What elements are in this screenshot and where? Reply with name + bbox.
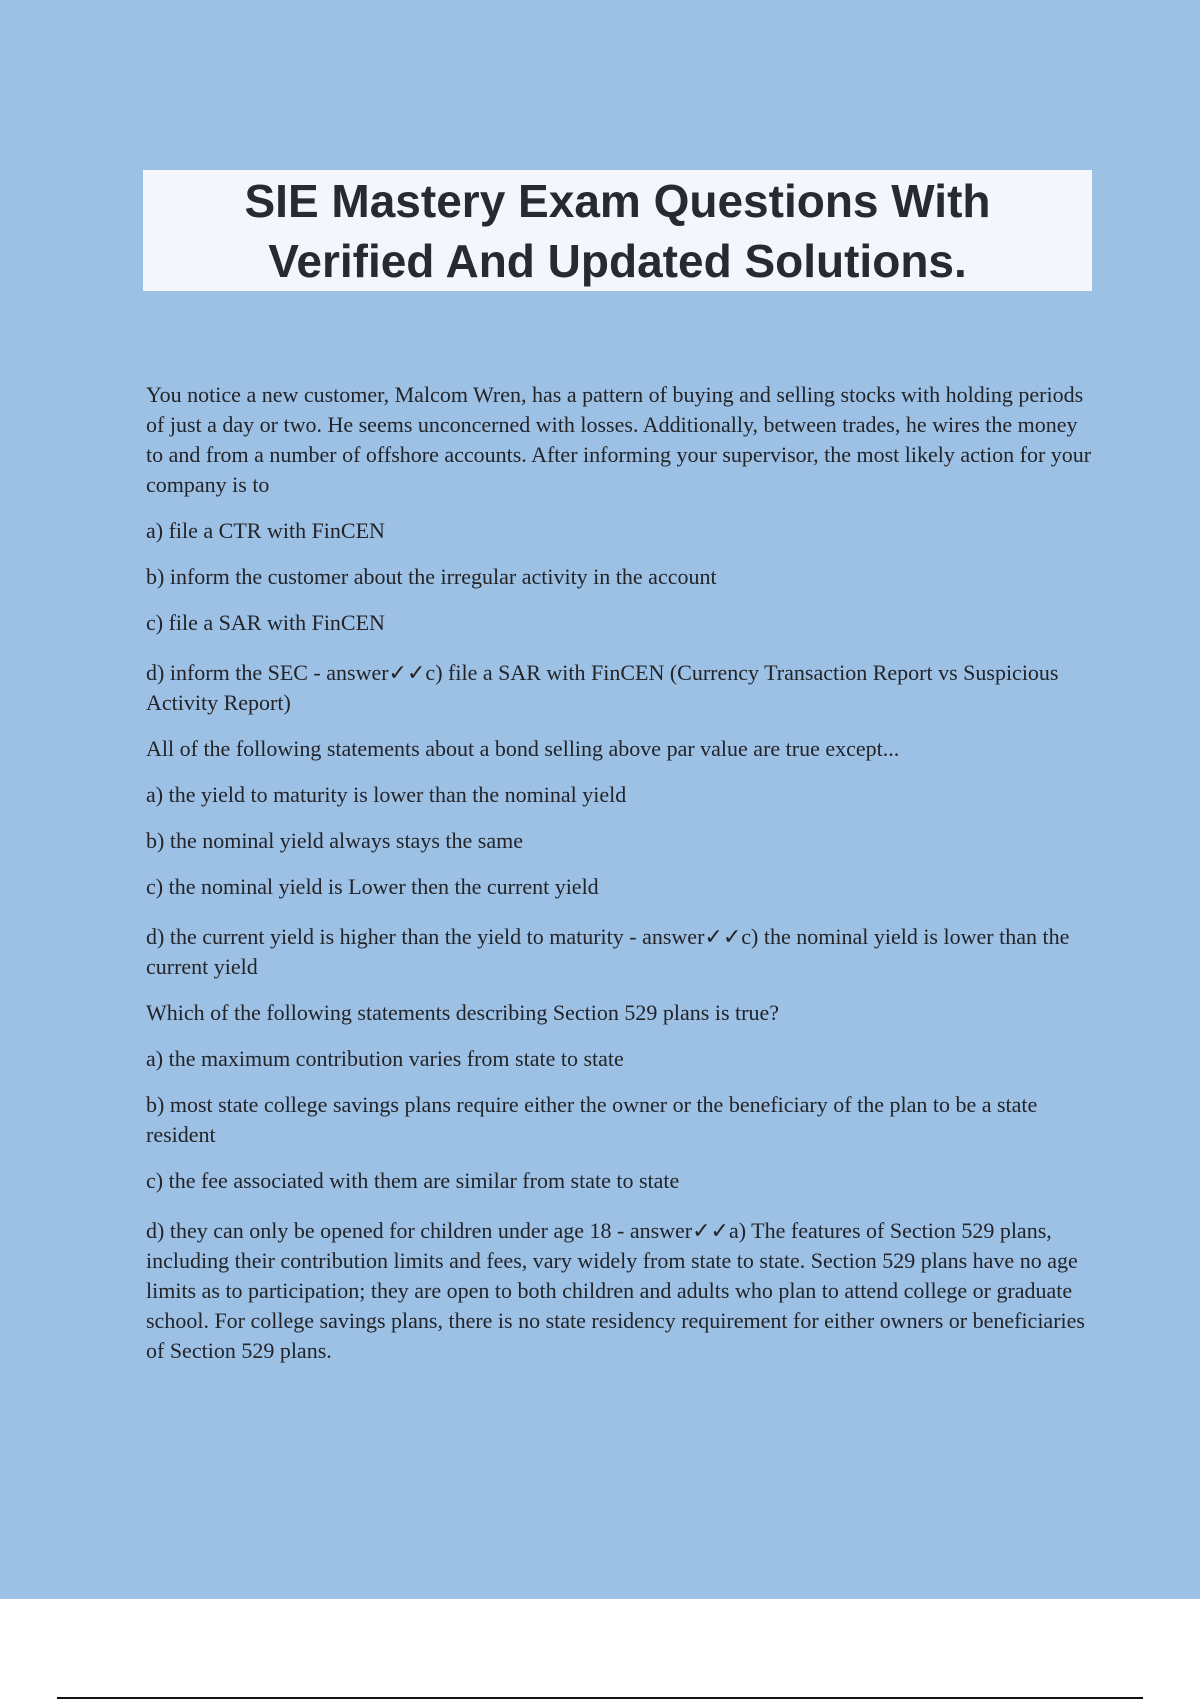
question-1-option-d-answer: d) inform the SEC - answer✓✓c) file a SAR with FinCEN (Currency Transaction Report vs Suspicious Activity Report) <box>146 660 1059 715</box>
question-3-option-c: c) the fee associated with them are similar from state to state <box>146 1168 680 1193</box>
document-title-line-2: Verified And Updated Solutions. <box>268 234 967 287</box>
question-2-option-c: c) the nominal yield is Lower then the current yield <box>146 874 599 899</box>
question-3-stem: Which of the following statements describing Section 529 plans is true? <box>146 1000 779 1025</box>
footer-divider <box>57 1697 1143 1699</box>
title-banner <box>143 170 1092 291</box>
question-3-option-b: b) most state college savings plans require either the owner or the beneficiary of the plan to be a state resident <box>146 1092 1038 1147</box>
question-2-option-a: a) the yield to maturity is lower than the nominal yield <box>146 782 627 807</box>
question-2-option-d-answer: d) the current yield is higher than the yield to maturity - answer✓✓c) the nominal yield is lower than the current yield <box>146 924 1070 979</box>
question-1-option-c: c) file a SAR with FinCEN <box>146 610 385 635</box>
question-3-option-d-answer: d) they can only be opened for children under age 18 - answer✓✓a) The features of Section 529 plans, including their contribution limits and fees, vary widely from state to state. Section 529 plans have no age limits as to participation; they are open to both children and adults who plan to attend college or graduate school. For college savings plans, there is no state residency requirement for either owners or beneficiaries of Section 529 plans. <box>146 1218 1085 1363</box>
question-3-option-a: a) the maximum contribution varies from state to state <box>146 1046 624 1071</box>
document-title-line-1: SIE Mastery Exam Questions With <box>244 174 991 227</box>
questions-body <box>146 380 1096 1382</box>
question-2-option-b: b) the nominal yield always stays the same <box>146 828 523 853</box>
question-2-stem: All of the following statements about a bond selling above par value are true except... <box>146 736 900 761</box>
question-1-option-a: a) file a CTR with FinCEN <box>146 518 385 543</box>
question-1-option-b: b) inform the customer about the irregular activity in the account <box>146 564 717 589</box>
question-1-stem: You notice a new customer, Malcom Wren, has a pattern of buying and selling stocks with holding periods of just a day or two. He seems unconcerned with losses. Additionally, between trades, he wires the money to and from a number of offshore accounts. After informing your supervisor, the most likely action for your company is to <box>146 382 1092 497</box>
